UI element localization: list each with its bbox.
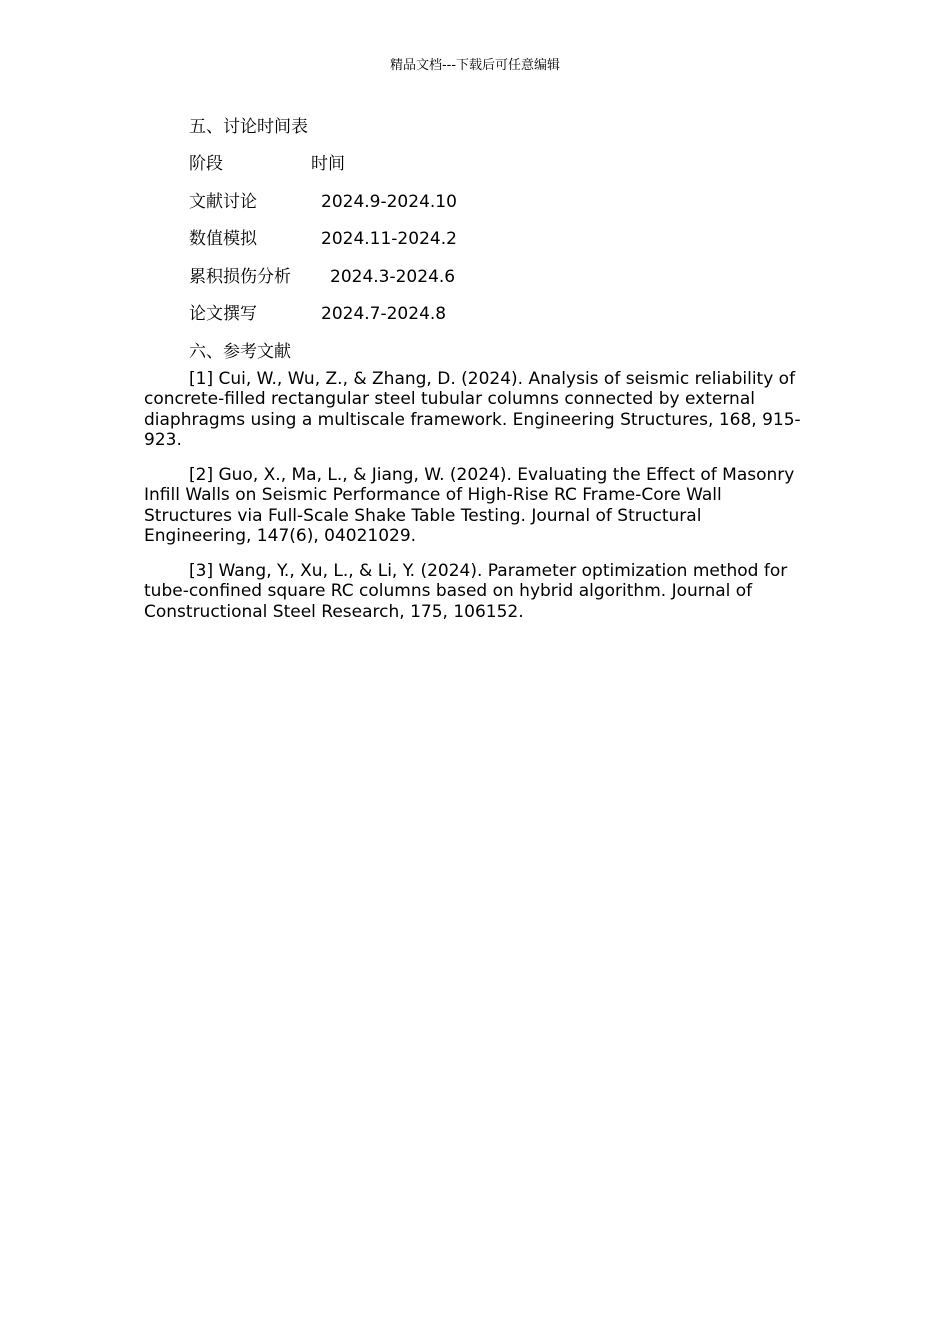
schedule-row [189,302,808,326]
reference-item: [2] Guo, X., Ma, L., & Jiang, W. (2024). Evaluating the Effect of Masonry Infill Walls on Seismic Performance of High-Rise RC Frame-Core Wall Structures via Full-Scale Shake Table Testing. Journal of Structural Engineering, 147(6), 04021029. [144,464,795,546]
schedule-row [189,190,808,214]
schedule-phase: 文献讨论 [189,191,257,212]
reference-item: [1] Cui, W., Wu, Z., & Zhang, D. (2024). Analysis of seismic reliability of concrete-filled rectangular steel tubular columns connected by external diaphragms using a multiscale framework. Engineering Structures, 168, 915-923. [144,368,801,450]
document-body [144,115,808,636]
references-title: 六、参考文献 [189,341,291,362]
schedule-time: 2024.11-2024.2 [321,229,457,249]
schedule-time: 2024.3-2024.6 [330,266,456,287]
schedule-header-row [189,152,808,176]
schedule-phase: 论文撰写 [189,304,257,324]
schedule-phase: 数值模拟 [189,229,257,249]
page-header: 精品文档---下载后可任意编辑 [389,58,561,73]
schedule-phase: 累积损伤分析 [189,266,291,287]
schedule-title: 五、讨论时间表 [189,117,308,137]
column-time: 时间 [311,154,345,174]
column-phase: 阶段 [189,154,223,174]
schedule-row [189,265,808,289]
schedule-time: 2024.9-2024.10 [321,191,457,212]
schedule-time: 2024.7-2024.8 [321,304,447,324]
reference-item: [3] Wang, Y., Xu, L., & Li, Y. (2024). Parameter optimization method for tube-confined square RC columns based on hybrid algorithm. Journal of Constructional Steel Research, 175, 106152. [144,560,788,622]
schedule-row [189,227,808,251]
